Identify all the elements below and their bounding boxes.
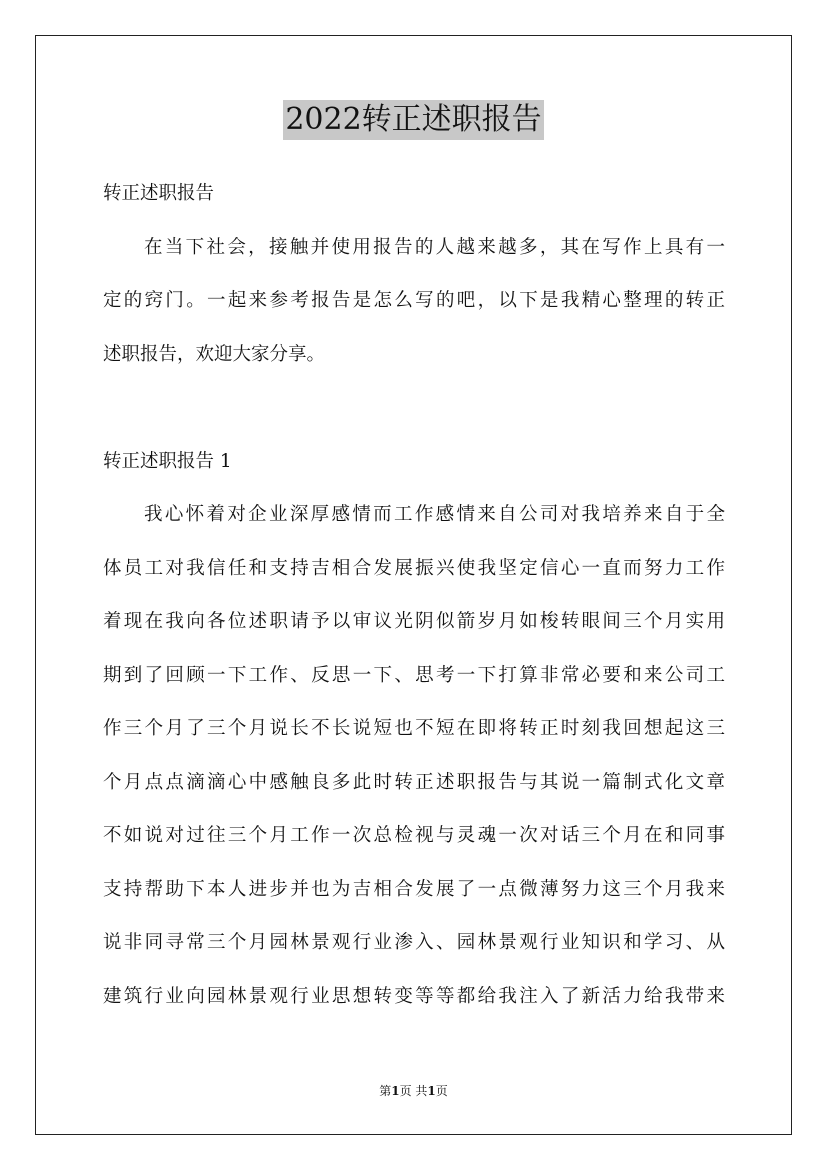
body-line: 说非同寻常三个月园林景观行业渗入、园林景观行业知识和学习、从 xyxy=(103,932,725,953)
total-page-number: 1 xyxy=(427,1084,436,1098)
page-footer xyxy=(0,1082,827,1099)
body-line: 我心怀着对企业深厚感情而工作感情来自公司对我培养来自于全 xyxy=(144,504,725,525)
page-label-prefix: 第 xyxy=(379,1084,392,1098)
intro-line: 在当下社会，接触并使用报告的人越来越多，其在写作上具有一 xyxy=(144,236,725,258)
page-label-mid: 页 共 xyxy=(399,1084,428,1098)
document-subtitle: 转正述职报告 xyxy=(103,183,215,204)
intro-line: 述职报告，欢迎大家分享。 xyxy=(103,343,326,365)
section-heading: 转正述职报告 1 xyxy=(103,450,232,472)
body-line: 个月点点滴滴心中感触良多此时转正述职报告与其说一篇制式化文章 xyxy=(103,771,725,793)
title-wrap xyxy=(0,100,827,140)
document-title: 2022转正述职报告 xyxy=(283,100,543,140)
document-body xyxy=(103,175,725,1031)
paragraph-spacer xyxy=(103,389,725,443)
body-line: 作三个月了三个月说长不长说短也不短在即将转正时刻我回想起这三 xyxy=(103,718,725,739)
body-line: 支持帮助下本人进步并也为吉相合发展了一点微薄努力这三个月我来 xyxy=(103,878,725,900)
current-page-number: 1 xyxy=(391,1084,400,1098)
body-line: 体员工对我信任和支持吉相合发展振兴使我坚定信心一直而努力工作 xyxy=(103,557,725,579)
page-label-suffix: 页 xyxy=(435,1084,448,1098)
body-line: 着现在我向各位述职请予以审议光阴似箭岁月如梭转眼间三个月实用 xyxy=(103,611,725,632)
body-line: 建筑行业向园林景观行业思想转变等等都给我注入了新活力给我带来 xyxy=(103,985,725,1007)
body-line: 期到了回顾一下工作、反思一下、思考一下打算非常必要和来公司工 xyxy=(103,664,725,686)
intro-line: 定的窍门。一起来参考报告是怎么写的吧，以下是我精心整理的转正 xyxy=(103,290,725,311)
body-line: 不如说对过往三个月工作一次总检视与灵魂一次对话三个月在和同事 xyxy=(103,825,725,846)
